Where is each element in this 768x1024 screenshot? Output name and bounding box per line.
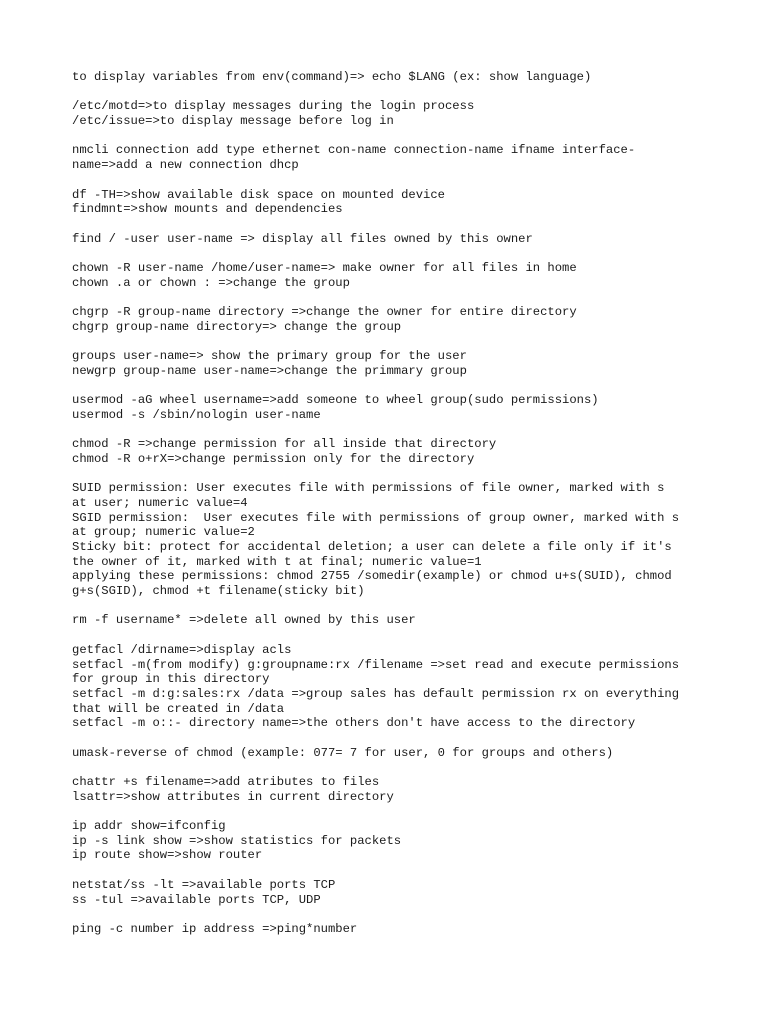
- text-line: chmod -R o+rX=>change permission only for the directory: [72, 451, 475, 466]
- text-line: chgrp -R group-name directory =>change the owner for entire directory: [72, 305, 577, 319]
- text-line: ss -tul =>available ports TCP, UDP: [72, 892, 321, 907]
- text-line: setfacl -m(from modify) g:groupname:rx /filename =>set read and execute permissions: [72, 657, 680, 672]
- paragraph-rm: [72, 613, 712, 628]
- text-line: lsattr=>show attributes in current directory: [72, 789, 394, 804]
- paragraph-chown: [72, 261, 712, 290]
- text-line: newgrp group-name user-name=>change the primmary group: [72, 363, 467, 378]
- paragraph-netstat: [72, 878, 712, 907]
- text-line: that will be created in /data: [72, 701, 285, 716]
- text-line: umask-reverse of chmod (example: 077= 7 for user, 0 for groups and others): [72, 745, 614, 760]
- paragraph-ping: [72, 922, 712, 937]
- text-line: /etc/motd=>to display messages during the login process: [72, 99, 475, 114]
- text-line: to display variables from env(command)=> echo $LANG (ex: show language): [72, 70, 592, 84]
- paragraph-motd-issue: [72, 99, 712, 128]
- text-line: df -TH=>show available disk space on mounted device: [72, 187, 445, 202]
- paragraph-df-findmnt: [72, 188, 712, 217]
- text-line: usermod -s /sbin/nologin user-name: [72, 407, 321, 422]
- text-line: setfacl -m d:g:sales:rx /data =>group sales has default permission rx on everything: [72, 686, 680, 701]
- text-line: netstat/ss -lt =>available ports TCP: [72, 877, 336, 892]
- text-line: chgrp group-name directory=> change the group: [72, 319, 402, 334]
- text-line: ip route show=>show router: [72, 848, 263, 863]
- text-line: /etc/issue=>to display message before log in: [72, 114, 394, 129]
- text-line: usermod -aG wheel username=>add someone to wheel group(sudo permissions): [72, 393, 599, 408]
- paragraph-special-permissions: [72, 481, 712, 599]
- paragraph-chmod: [72, 437, 712, 466]
- text-line: g+s(SGID), chmod +t filename(sticky bit): [72, 584, 365, 599]
- paragraph-ip: [72, 819, 712, 863]
- paragraph-env-lang: [72, 70, 712, 85]
- document-page: [72, 70, 712, 951]
- text-line: groups user-name=> show the primary group for the user: [72, 349, 467, 364]
- text-line: chattr +s filename=>add atributes to files: [72, 775, 380, 789]
- paragraph-find: [72, 232, 712, 247]
- text-line: ping -c number ip address =>ping*number: [72, 921, 358, 936]
- text-line: getfacl /dirname=>display acls: [72, 642, 292, 657]
- paragraph-nmcli: [72, 143, 712, 172]
- text-line: for group in this directory: [72, 672, 270, 687]
- text-line: chown -R user-name /home/user-name=> make owner for all files in home: [72, 260, 577, 275]
- text-line: SUID permission: User executes file with permissions of file owner, marked with s: [72, 481, 665, 496]
- text-line: find / -user user-name => display all files owned by this owner: [72, 231, 533, 246]
- paragraph-usermod: [72, 393, 712, 422]
- text-line: name=>add a new connection dhcp: [72, 158, 299, 173]
- paragraph-chgrp: [72, 305, 712, 334]
- text-line: the owner of it, marked with t at final; numeric value=1: [72, 554, 482, 569]
- text-line: chmod -R =>change permission for all inside that directory: [72, 437, 497, 452]
- paragraph-groups: [72, 349, 712, 378]
- text-line: SGID permission: User executes file with permissions of group owner, marked with s: [72, 510, 680, 525]
- text-line: ip -s link show =>show statistics for packets: [72, 833, 402, 848]
- text-line: findmnt=>show mounts and dependencies: [72, 202, 343, 217]
- text-line: applying these permissions: chmod 2755 /somedir(example) or chmod u+s(SUID), chmod: [72, 569, 672, 584]
- text-line: at user; numeric value=4: [72, 495, 248, 510]
- text-line: Sticky bit: protect for accidental deletion; a user can delete a file only if it's: [72, 540, 672, 554]
- text-line: ip addr show=ifconfig: [72, 819, 226, 834]
- paragraph-chattr: [72, 775, 712, 804]
- paragraph-umask: [72, 746, 712, 761]
- text-line: chown .a or chown : =>change the group: [72, 275, 350, 290]
- paragraph-acl: [72, 643, 712, 731]
- text-line: rm -f username* =>delete all owned by this user: [72, 613, 416, 628]
- text-line: nmcli connection add type ethernet con-name connection-name ifname interface-: [72, 143, 636, 158]
- text-line: setfacl -m o::- directory name=>the others don't have access to the directory: [72, 716, 636, 731]
- text-line: at group; numeric value=2: [72, 525, 255, 540]
